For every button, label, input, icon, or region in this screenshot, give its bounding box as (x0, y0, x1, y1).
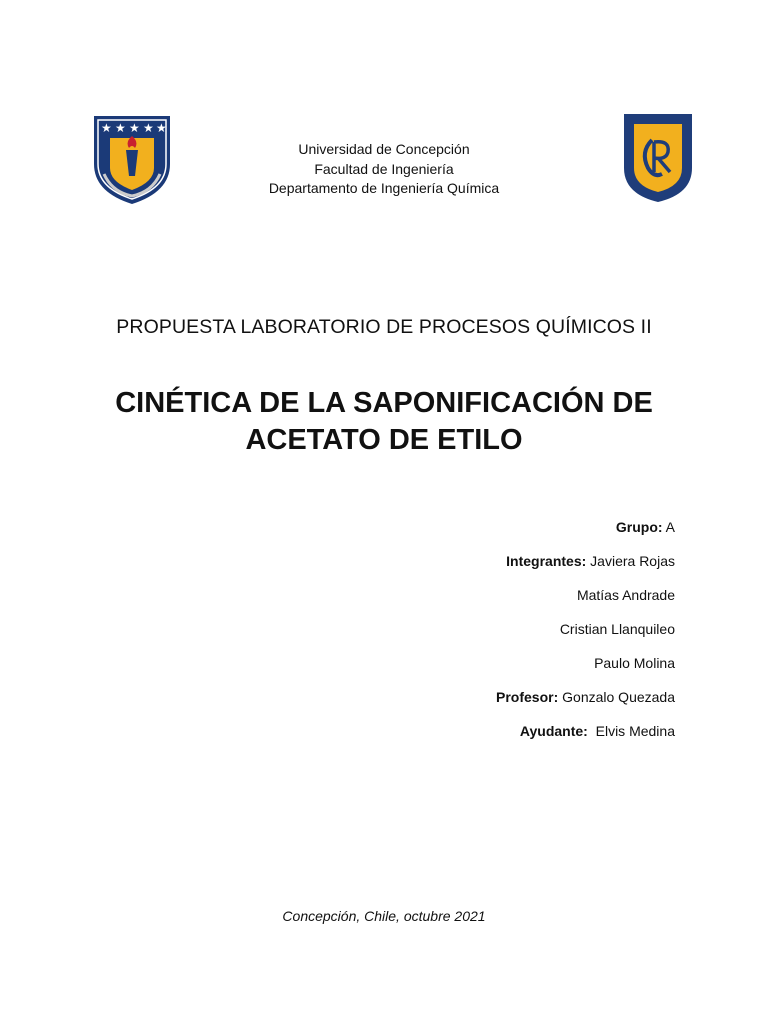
professor-name: Gonzalo Quezada (562, 689, 675, 705)
assistant-label: Ayudante: (519, 723, 588, 739)
assistant-row (496, 721, 675, 755)
title-line-2: ACETATO DE ETILO (245, 424, 523, 456)
members-row (496, 551, 675, 585)
university-name: Universidad de Concepción (298, 141, 470, 157)
member-name: Paulo Molina (594, 655, 675, 671)
document-subtitle: PROPUESTA LABORATORIO DE PROCESOS QUÍMICOS II (116, 316, 652, 338)
members-block (496, 517, 675, 755)
place-and-date: Concepción, Chile, octubre 2021 (282, 908, 486, 924)
group-value: A (665, 519, 675, 535)
professor-row (496, 687, 675, 721)
member-name: Matías Andrade (576, 587, 675, 603)
member-name: Cristian Llanquileo (559, 621, 675, 637)
group-label: Grupo: (615, 519, 663, 535)
group-row (496, 517, 675, 551)
member-row (496, 619, 675, 653)
department-name: Departamento de Ingeniería Química (268, 180, 500, 196)
title-line-1: CINÉTICA DE LA SAPONIFICACIÓN DE (115, 387, 653, 419)
document-title (40, 385, 728, 459)
member-name: Javiera Rojas (590, 553, 675, 569)
faculty-name: Facultad de Ingeniería (314, 160, 454, 177)
svg-text:★: ★ (101, 121, 112, 135)
svg-text:★: ★ (156, 121, 167, 135)
svg-text:★: ★ (129, 121, 140, 135)
members-label: Integrantes: (506, 553, 587, 569)
svg-text:★: ★ (115, 121, 126, 135)
udec-ingenieria-quimica-emblem-icon (622, 112, 694, 204)
professor-label: Profesor: (496, 689, 559, 705)
assistant-name: Elvis Medina (595, 723, 675, 739)
member-row (496, 653, 675, 687)
member-row (496, 585, 675, 619)
svg-text:★: ★ (143, 121, 154, 135)
